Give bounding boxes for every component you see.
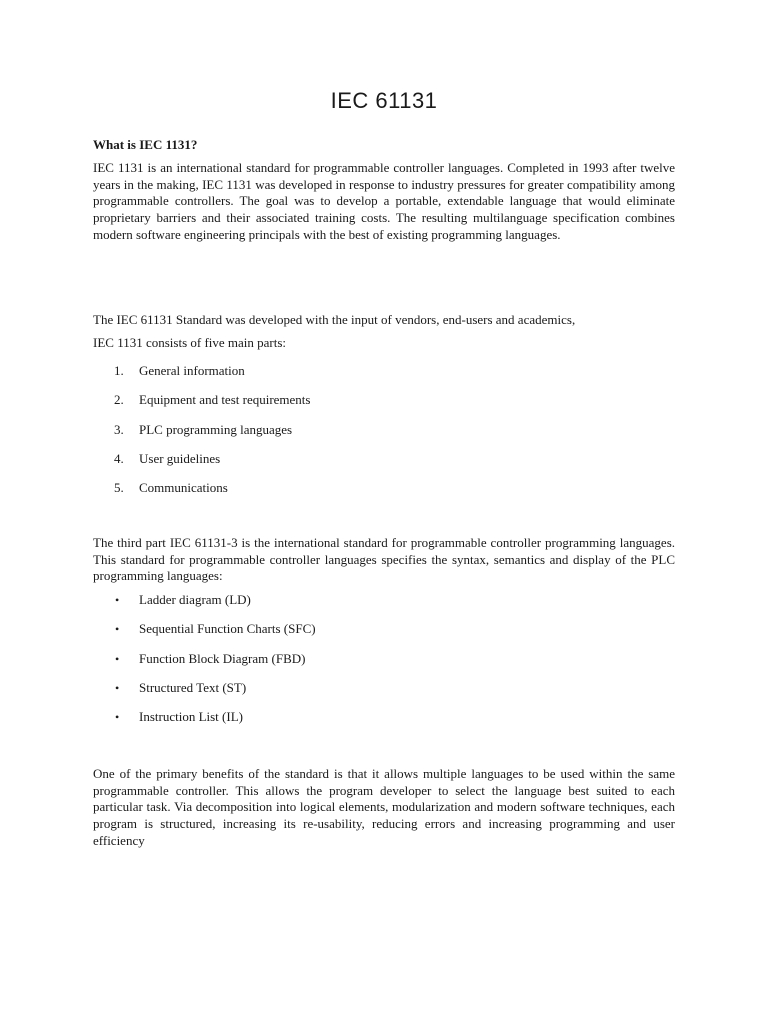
list-item-text: Structured Text (ST) xyxy=(139,679,247,695)
list-item-text: User guidelines xyxy=(139,450,221,466)
list-item-text: General information xyxy=(139,363,245,378)
document-title: IEC 61131 xyxy=(330,88,438,113)
list-item-text: Instruction List (IL) xyxy=(139,709,243,725)
list-item-text: Equipment and test requirements xyxy=(139,392,311,408)
section-heading: What is IEC 1131? xyxy=(93,137,198,152)
bullet-icon: • xyxy=(115,593,120,607)
parts-intro-paragraph: IEC 1131 consists of five main parts: xyxy=(93,335,287,350)
intro-paragraph: IEC 1131 is an international standard for programmable controller languages. Completed in 1993 after twelve years in the making, IEC 1131 was developed in response to industry pressures for greater compatibility among programmable controllers. The goal was to develop a portable, extendable language that would eliminate proprietary barriers and their associated training costs. The resulting multilanguage specification combines modern software engineering principals with the best of existing programming languages. xyxy=(93,160,675,242)
benefits-paragraph: One of the primary benefits of the standard is that it allows multiple languages to be used within the same programmable controller. This allows the program developer to select the language best suited to each particular task. Via decomposition into logical elements, modularization and modern software techniques, each program is structured, increasing its re-usability, reducing errors and increasing programming and user efficiency xyxy=(93,766,675,848)
list-number: 3. xyxy=(114,421,124,437)
list-number: 1. xyxy=(114,363,124,378)
list-number: 2. xyxy=(114,392,124,408)
bullet-icon: • xyxy=(115,710,120,725)
bullet-icon: • xyxy=(115,622,120,637)
bullet-icon: • xyxy=(115,680,120,695)
development-paragraph: The IEC 61131 Standard was developed with the input of vendors, end-users and academics, xyxy=(93,312,576,327)
bullet-icon: • xyxy=(115,651,120,666)
list-number: 4. xyxy=(114,450,124,466)
list-item-text: Ladder diagram (LD) xyxy=(139,592,251,607)
list-item-text: PLC programming languages xyxy=(139,421,293,437)
list-number: 5. xyxy=(114,480,124,496)
third-part-paragraph: The third part IEC 61131-3 is the international standard for programmable controller programming languages. This standard for programmable controller languages specifies the syntax, semantics and display of the PLC programming languages: xyxy=(93,535,675,584)
list-item-text: Communications xyxy=(139,480,228,496)
list-item-text: Sequential Function Charts (SFC) xyxy=(139,621,316,637)
list-item-text: Function Block Diagram (FBD) xyxy=(139,650,306,666)
